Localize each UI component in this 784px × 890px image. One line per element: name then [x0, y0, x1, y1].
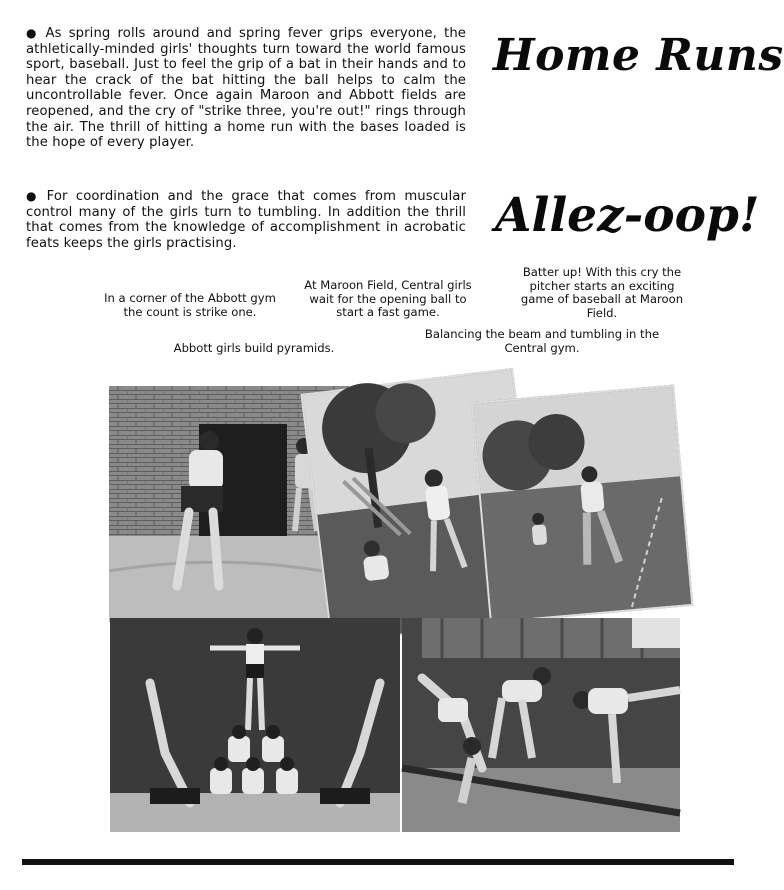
- caption-beam: Balancing the beam and tumbling in the Central gym.: [424, 327, 660, 355]
- caption-batter-up: Batter up! With this cry the pitcher starts an exciting game of baseball at Maroon Field.: [520, 265, 684, 320]
- photo-maroon-field-batter: [471, 385, 694, 624]
- bullet-icon: ●: [26, 189, 41, 203]
- photo-balancing-beam: [402, 618, 680, 832]
- paragraph-tumbling: [26, 189, 466, 251]
- paragraph-baseball: [26, 26, 466, 151]
- bottom-rule: [22, 859, 734, 865]
- paragraph-baseball-text: As spring rolls around and spring fever grips everyone, the athletically-minded girls' thoughts turn toward the world famous sport, baseball. Just to feel the grip of a bat in their hands and to hear the crack of the bat hitting the ball helps to calm the uncontrollable fever. Once again Maroon and Abbott fields are reopened, and the cry of "strike three, you're out!" rings through the air. The thrill of hitting a home run with the bases loaded is the hope of every player.: [26, 26, 466, 151]
- title-allez-oop: Allez-oop!: [495, 188, 760, 243]
- caption-abbott-gym: In a corner of the Abbott gym the count is strike one.: [104, 291, 276, 319]
- title-home-runs: Home Runs: [493, 30, 784, 81]
- photo-pyramid: [110, 618, 400, 832]
- caption-maroon-wait: At Maroon Field, Central girls wait for the opening ball to start a fast game.: [304, 278, 472, 320]
- caption-pyramids: Abbott girls build pyramids.: [173, 341, 335, 355]
- bullet-icon: ●: [26, 26, 40, 40]
- paragraph-tumbling-text: For coordination and the grace that comes from muscular control many of the girls turn to tumbling. In addition the thrill that comes from the knowledge of accomplishment in acrobatic feats keeps the girls practising.: [26, 189, 466, 251]
